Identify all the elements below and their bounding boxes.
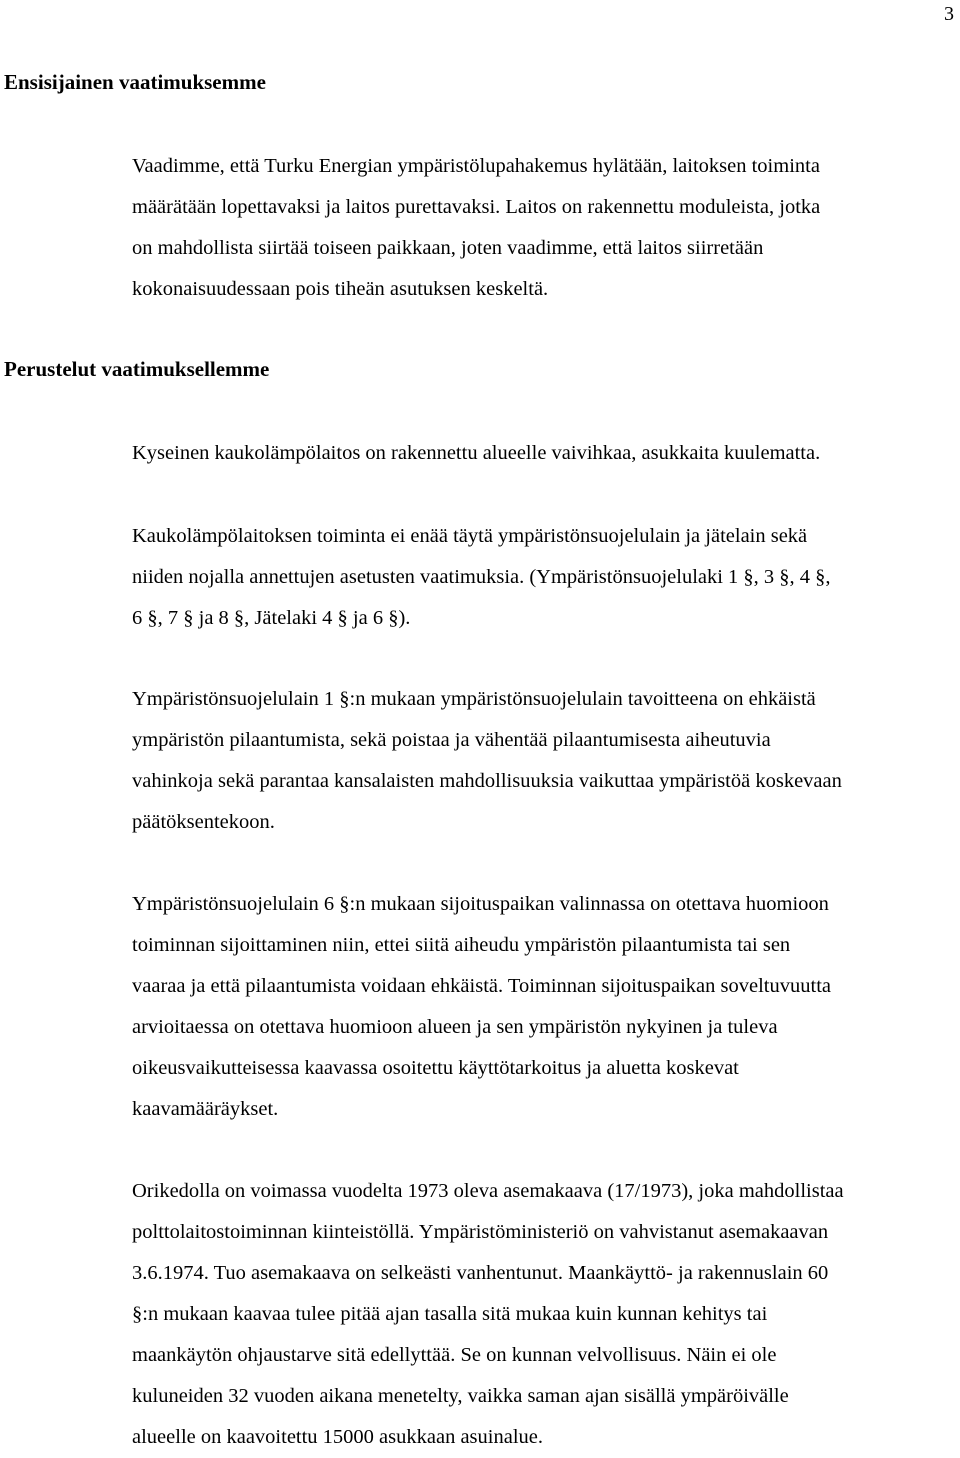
text-line: maankäytön ohjaustarve sitä edellyttää. Se on kunnan velvollisuus. Näin ei ole	[132, 1344, 777, 1366]
text-line: vahinkoja sekä parantaa kansalaisten mahdollisuuksia vaikuttaa ympäristöä koskevaan	[132, 770, 842, 792]
text-line: arvioitaessa on otettava huomioon alueen ja sen ympäristön nykyinen ja tuleva	[132, 1016, 778, 1038]
text-line: Vaadimme, että Turku Energian ympäristölupahakemus hylätään, laitoksen toiminta	[132, 155, 820, 177]
paragraph-justification-2	[132, 516, 952, 639]
paragraph-justification-5	[132, 1171, 952, 1458]
text-line: toiminnan sijoittaminen niin, ettei siitä aiheudu ympäristön pilaantumista tai sen	[132, 934, 791, 956]
text-line: kuluneiden 32 vuoden aikana menetelty, vaikka saman ajan sisällä ympäröivälle	[132, 1385, 789, 1407]
text-line: määrätään lopettavaksi ja laitos purettavaksi. Laitos on rakennettu moduleista, jotka	[132, 196, 821, 218]
text-line: niiden nojalla annettujen asetusten vaatimuksia. (Ympäristönsuojelulaki 1 §, 3 §, 4 §,	[132, 566, 831, 588]
text-line: Kyseinen kaukolämpölaitos on rakennettu alueelle vaivihkaa, asukkaita kuulematta.	[132, 442, 821, 464]
text-line: 6 §, 7 § ja 8 §, Jätelaki 4 § ja 6 §).	[132, 607, 411, 629]
text-line: polttolaitostoiminnan kiinteistöllä. Ympäristöministeriö on vahvistanut asemakaavan	[132, 1221, 829, 1243]
text-line: vaaraa ja että pilaantumista voidaan ehkäistä. Toiminnan sijoituspaikan soveltuvuutta	[132, 975, 831, 997]
text-line: Ympäristönsuojelulain 6 §:n mukaan sijoituspaikan valinnassa on otettava huomioon	[132, 893, 829, 915]
text-line: §:n mukaan kaavaa tulee pitää ajan tasalla sitä mukaa kuin kunnan kehitys tai	[132, 1303, 768, 1325]
text-line: kokonaisuudessaan pois tiheän asutuksen keskeltä.	[132, 278, 549, 300]
paragraph-justification-1	[132, 433, 952, 474]
text-line: päätöksentekoon.	[132, 811, 275, 833]
text-line: ympäristön pilaantumista, sekä poistaa ja vähentää pilaantumisesta aiheutuvia	[132, 729, 771, 751]
page-number: 3	[944, 3, 954, 25]
text-line: 3.6.1974. Tuo asemakaava on selkeästi vanhentunut. Maankäyttö- ja rakennuslain 60	[132, 1262, 829, 1284]
paragraph-justification-4	[132, 884, 952, 1130]
text-line: kaavamääräykset.	[132, 1098, 279, 1120]
text-line: alueelle on kaavoitettu 15000 asukkaan asuinalue.	[132, 1426, 544, 1448]
paragraph-justification-3	[132, 679, 952, 843]
text-line: Ympäristönsuojelulain 1 §:n mukaan ympäristönsuojelulain tavoitteena on ehkäistä	[132, 688, 816, 710]
section-heading-primary-demand: Ensisijainen vaatimuksemme	[4, 70, 266, 94]
text-line: oikeusvaikutteisessa kaavassa osoitettu käyttötarkoitus ja aluetta koskevat	[132, 1057, 739, 1079]
text-line: on mahdollista siirtää toiseen paikkaan, joten vaadimme, että laitos siirretään	[132, 237, 764, 259]
text-line: Orikedolla on voimassa vuodelta 1973 oleva asemakaava (17/1973), joka mahdollistaa	[132, 1180, 844, 1202]
text-line: Kaukolämpölaitoksen toiminta ei enää täytä ympäristönsuojelulain ja jätelain sekä	[132, 525, 808, 547]
paragraph-primary-demand	[132, 146, 952, 310]
section-heading-justifications: Perustelut vaatimuksellemme	[4, 357, 270, 381]
